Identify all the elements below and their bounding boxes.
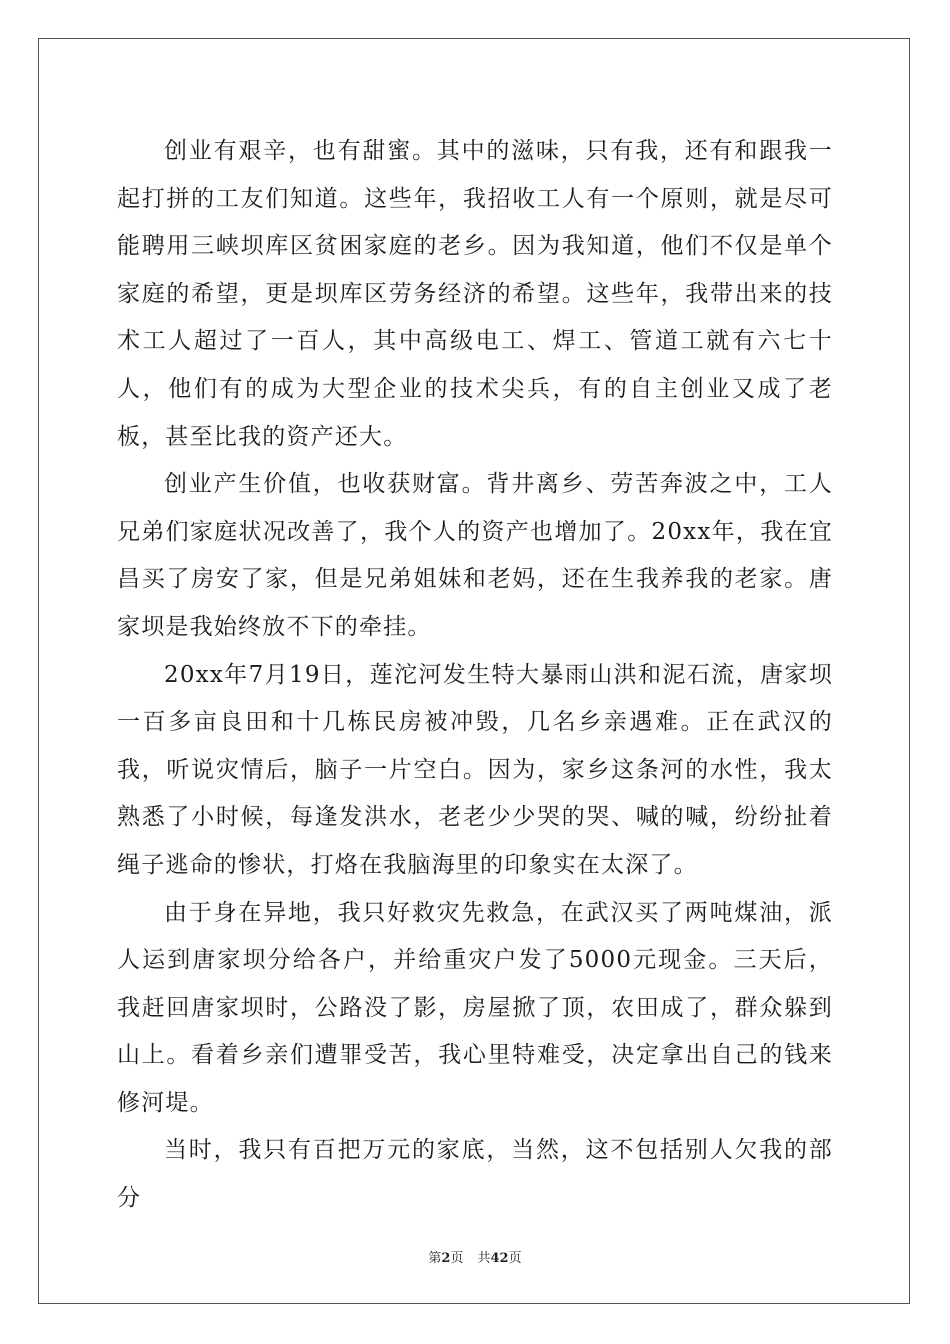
paragraph: 由于身在异地，我只好救灾先救急，在武汉买了两吨煤油，派人运到唐家坝分给各户，并给重灾户发了5000元现金。三天后，我赶回唐家坝时，公路没了影，房屋掀了顶，农田成了，群众躲到山上。看着乡亲们遭罪受苦，我心里特难受，决定拿出自己的钱来修河堤。 — [117, 899, 833, 1116]
paragraph: 创业产生价值，也收获财富。背井离乡、劳苦奔波之中，工人兄弟们家庭状况改善了，我个人的资产也增加了。20xx年，我在宜昌买了房安了家，但是兄弟姐妹和老妈，还在生我养我的老家。唐家坝是我始终放不下的牵挂。 — [117, 471, 833, 640]
page-prefix: 第 — [428, 1251, 442, 1266]
page-suffix: 页 — [450, 1251, 464, 1266]
total-suffix: 页 — [508, 1251, 522, 1266]
total-page-count: 42 — [490, 1251, 509, 1266]
page-footer — [0, 1247, 950, 1266]
total-prefix: 共 — [477, 1251, 491, 1266]
paragraph: 20xx年7月19日，莲沱河发生特大暴雨山洪和泥石流，唐家坝一百多亩良田和十几栋民房被冲毁，几名乡亲遇难。正在武汉的我，听说灾情后，脑子一片空白。因为，家乡这条河的水性，我太熟悉了小时候，每逢发洪水，老老少少哭的哭、喊的喊，纷纷扯着绳子逃命的惨状，打烙在我脑海里的印象实在太深了。 — [117, 661, 833, 878]
document-body — [117, 128, 833, 1223]
paragraph: 当时，我只有百把万元的家底，当然，这不包括别人欠我的部分 — [117, 1137, 833, 1212]
paragraph: 创业有艰辛，也有甜蜜。其中的滋味，只有我，还有和跟我一起打拼的工友们知道。这些年，我招收工人有一个原则，就是尽可能聘用三峡坝库区贫困家庭的老乡。因为我知道，他们不仅是单个家庭的希望，更是坝库区劳务经济的希望。这些年，我带出来的技术工人超过了一百人，其中高级电工、焊工、管道工就有六七十人，他们有的成为大型企业的技术尖兵，有的自主创业又成了老板，甚至比我的资产还大。 — [117, 138, 833, 450]
current-page-number: 2 — [441, 1251, 451, 1266]
